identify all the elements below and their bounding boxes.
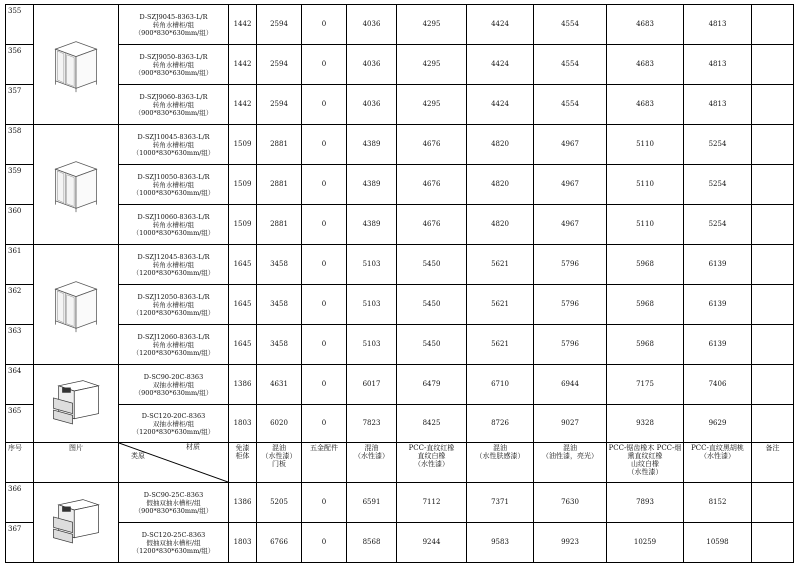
price-cell: 0	[302, 85, 347, 125]
model-description: D-SZJ10050-8363-L/R 转角水槽柜/组 （1000*830*630mm/组）	[119, 165, 229, 205]
price-cell: 2594	[257, 5, 302, 45]
header-col-9: PCC-直纹黑胡桃 （水性漆）	[684, 443, 752, 483]
price-cell: 4676	[397, 125, 467, 165]
row-number: 359	[6, 165, 34, 205]
header-col-4: 混油 （水性漆）	[347, 443, 397, 483]
price-cell: 7175	[607, 365, 684, 405]
row-number: 363	[6, 325, 34, 365]
price-cell: 5796	[534, 245, 607, 285]
model-description: D-SZJ9045-8363-L/R 转角水槽柜/组 （900*830*630mm/组）	[119, 5, 229, 45]
remark-cell	[752, 405, 794, 443]
row-number: 356	[6, 45, 34, 85]
remark-cell	[752, 45, 794, 85]
price-cell: 5621	[467, 325, 534, 365]
price-cell: 5450	[397, 325, 467, 365]
price-cell: 5254	[684, 125, 752, 165]
price-cell: 3458	[257, 285, 302, 325]
corner-cabinet-drawing	[48, 275, 104, 335]
price-cell: 4389	[347, 125, 397, 165]
header-col-7: 混油 （油性漆，亮光）	[534, 443, 607, 483]
price-cell: 3458	[257, 245, 302, 285]
price-cell: 2594	[257, 45, 302, 85]
price-cell: 5621	[467, 285, 534, 325]
corner-cabinet-drawing	[48, 155, 104, 215]
row-number: 355	[6, 5, 34, 45]
header-col-6: 混油 （水性肤感漆）	[467, 443, 534, 483]
table-row	[6, 245, 794, 285]
price-cell: 10598	[684, 523, 752, 563]
price-cell: 1442	[229, 5, 257, 45]
remark-cell	[752, 85, 794, 125]
drawer-cabinet-drawing	[50, 376, 102, 432]
price-cell: 4424	[467, 85, 534, 125]
price-cell: 1803	[229, 523, 257, 563]
header-col-3: 五金配件	[302, 443, 347, 483]
price-cell: 4967	[534, 205, 607, 245]
remark-cell	[752, 325, 794, 365]
price-cell: 1803	[229, 405, 257, 443]
price-cell: 10259	[607, 523, 684, 563]
price-cell: 1386	[229, 365, 257, 405]
row-number: 362	[6, 285, 34, 325]
price-cell: 4036	[347, 45, 397, 85]
row-number: 361	[6, 245, 34, 285]
table-row	[6, 205, 794, 245]
price-cell: 7823	[347, 405, 397, 443]
price-cell: 5110	[607, 205, 684, 245]
price-cell: 2881	[257, 125, 302, 165]
model-description: D-SZJ10045-8363-L/R 转角水槽柜/组 （1000*830*630mm/组）	[119, 125, 229, 165]
price-cell: 4424	[467, 45, 534, 85]
price-cell: 5621	[467, 245, 534, 285]
price-cell: 4295	[397, 45, 467, 85]
price-cell: 4813	[684, 45, 752, 85]
price-cell: 9629	[684, 405, 752, 443]
price-cell: 7371	[467, 483, 534, 523]
corner-sink-cabinet-icon	[34, 245, 119, 365]
header-col-1: 免漆 柜体	[229, 443, 257, 483]
price-cell: 9583	[467, 523, 534, 563]
remark-cell	[752, 483, 794, 523]
price-cell: 0	[302, 483, 347, 523]
price-cell: 1509	[229, 165, 257, 205]
price-cell: 4389	[347, 205, 397, 245]
table-row	[6, 325, 794, 365]
price-cell: 0	[302, 205, 347, 245]
price-cell: 1509	[229, 205, 257, 245]
row-number: 366	[6, 483, 34, 523]
price-table	[5, 4, 794, 563]
remark-cell	[752, 523, 794, 563]
price-cell: 4820	[467, 205, 534, 245]
price-cell: 7112	[397, 483, 467, 523]
price-cell: 4424	[467, 5, 534, 45]
price-cell: 5205	[257, 483, 302, 523]
price-cell: 5450	[397, 285, 467, 325]
header-material-category	[119, 443, 229, 483]
corner-sink-cabinet-icon	[34, 5, 119, 125]
price-cell: 1442	[229, 45, 257, 85]
price-cell: 4036	[347, 85, 397, 125]
header-row	[6, 443, 794, 483]
price-cell: 5796	[534, 325, 607, 365]
price-cell: 1386	[229, 483, 257, 523]
remark-cell	[752, 365, 794, 405]
price-cell: 1442	[229, 85, 257, 125]
price-cell: 8152	[684, 483, 752, 523]
price-cell: 4676	[397, 205, 467, 245]
price-cell: 7630	[534, 483, 607, 523]
price-cell: 4967	[534, 165, 607, 205]
price-cell: 9244	[397, 523, 467, 563]
price-cell: 5968	[607, 285, 684, 325]
price-cell: 4813	[684, 85, 752, 125]
price-cell: 7893	[607, 483, 684, 523]
price-cell: 0	[302, 165, 347, 205]
header-col-5: PCC-直纹红橡 直纹白橡 （水性漆）	[397, 443, 467, 483]
price-cell: 0	[302, 325, 347, 365]
price-cell: 1509	[229, 125, 257, 165]
price-cell: 4820	[467, 125, 534, 165]
price-cell: 4683	[607, 5, 684, 45]
price-cell: 1645	[229, 285, 257, 325]
model-description: D-SZJ12045-8363-L/R 转角水槽柜/组 （1200*830*630mm/组）	[119, 245, 229, 285]
price-cell: 0	[302, 245, 347, 285]
table-row	[6, 523, 794, 563]
price-cell: 9027	[534, 405, 607, 443]
model-description: D-SC120-20C-8363 双抽水槽柜/组 （1200*830*630mm/组）	[119, 405, 229, 443]
price-cell: 6944	[534, 365, 607, 405]
table-row	[6, 85, 794, 125]
row-number: 358	[6, 125, 34, 165]
price-cell: 6017	[347, 365, 397, 405]
price-cell: 5103	[347, 285, 397, 325]
price-cell: 8568	[347, 523, 397, 563]
header-col-8: PCC-锯齿橡木 PCC-烟 熏直纹红橡 山纹白橡 （水性漆）	[607, 443, 684, 483]
price-cell: 8425	[397, 405, 467, 443]
price-cell: 5968	[607, 245, 684, 285]
price-cell: 4389	[347, 165, 397, 205]
model-description: D-SC120-25C-8363 假抽双抽水槽柜/组 （1200*830*630mm/组）	[119, 523, 229, 563]
model-description: D-SZJ9060-8363-L/R 转角水槽柜/组 （900*830*630mm/组）	[119, 85, 229, 125]
price-cell: 2594	[257, 85, 302, 125]
price-cell: 4631	[257, 365, 302, 405]
price-cell: 5254	[684, 205, 752, 245]
price-cell: 4683	[607, 85, 684, 125]
remark-cell	[752, 165, 794, 205]
price-cell: 5103	[347, 245, 397, 285]
price-cell: 4676	[397, 165, 467, 205]
price-cell: 4813	[684, 5, 752, 45]
table-row	[6, 405, 794, 443]
model-description: D-SZJ9050-8363-L/R 转角水槽柜/组 （900*830*630mm/组）	[119, 45, 229, 85]
row-number: 364	[6, 365, 34, 405]
price-cell: 5968	[607, 325, 684, 365]
price-cell: 6020	[257, 405, 302, 443]
price-cell: 9923	[534, 523, 607, 563]
price-cell: 6591	[347, 483, 397, 523]
price-cell: 6479	[397, 365, 467, 405]
price-cell: 6139	[684, 245, 752, 285]
price-cell: 6766	[257, 523, 302, 563]
drawer-sink-cabinet-icon	[34, 365, 119, 443]
price-cell: 5103	[347, 325, 397, 365]
price-cell: 0	[302, 365, 347, 405]
price-cell: 3458	[257, 325, 302, 365]
remark-cell	[752, 245, 794, 285]
drawer-cabinet-drawing	[50, 495, 102, 551]
row-number: 367	[6, 523, 34, 563]
price-cell: 1645	[229, 325, 257, 365]
price-cell: 4036	[347, 5, 397, 45]
price-cell: 8726	[467, 405, 534, 443]
header-no: 序号	[6, 443, 34, 483]
price-cell: 2881	[257, 205, 302, 245]
header-col-10: 备注	[752, 443, 794, 483]
row-number: 357	[6, 85, 34, 125]
price-cell: 0	[302, 405, 347, 443]
model-description: D-SZJ10060-8363-L/R 转角水槽柜/组 （1000*830*630mm/组）	[119, 205, 229, 245]
table-row	[6, 125, 794, 165]
price-cell: 5796	[534, 285, 607, 325]
remark-cell	[752, 125, 794, 165]
table-row	[6, 285, 794, 325]
price-cell: 6139	[684, 285, 752, 325]
price-cell: 4295	[397, 85, 467, 125]
price-cell: 4683	[607, 45, 684, 85]
header-category: 类原	[131, 452, 145, 460]
drawer-sink-cabinet-icon	[34, 483, 119, 563]
table-row	[6, 365, 794, 405]
row-number: 360	[6, 205, 34, 245]
table-row	[6, 483, 794, 523]
price-cell: 4967	[534, 125, 607, 165]
model-description: D-SZJ12060-8363-L/R 转角水槽柜/组 （1200*830*630mm/组）	[119, 325, 229, 365]
table-row	[6, 45, 794, 85]
remark-cell	[752, 205, 794, 245]
row-number: 365	[6, 405, 34, 443]
price-cell: 5110	[607, 165, 684, 205]
table-row	[6, 165, 794, 205]
remark-cell	[752, 285, 794, 325]
table-row	[6, 5, 794, 45]
price-cell: 0	[302, 285, 347, 325]
price-cell: 0	[302, 523, 347, 563]
price-cell: 0	[302, 45, 347, 85]
corner-sink-cabinet-icon	[34, 125, 119, 245]
header-picture: 图片	[34, 443, 119, 483]
corner-cabinet-drawing	[48, 35, 104, 95]
price-cell: 4554	[534, 45, 607, 85]
header-col-2: 混油 （水性漆） 门板	[257, 443, 302, 483]
price-cell: 1645	[229, 245, 257, 285]
price-cell: 5254	[684, 165, 752, 205]
price-cell: 5110	[607, 125, 684, 165]
remark-cell	[752, 5, 794, 45]
model-description: D-SZJ12050-8363-L/R 转角水槽柜/组 （1200*830*630mm/组）	[119, 285, 229, 325]
price-cell: 9328	[607, 405, 684, 443]
price-cell: 6710	[467, 365, 534, 405]
price-cell: 5450	[397, 245, 467, 285]
price-cell: 4554	[534, 5, 607, 45]
model-description: D-SC90-20C-8363 双抽水槽柜/组 （900*830*630mm/组）	[119, 365, 229, 405]
price-cell: 4295	[397, 5, 467, 45]
price-cell: 7406	[684, 365, 752, 405]
model-description: D-SC90-25C-8363 假抽双抽水槽柜/组 （900*830*630mm/组）	[119, 483, 229, 523]
price-cell: 0	[302, 5, 347, 45]
price-cell: 0	[302, 125, 347, 165]
price-cell: 6139	[684, 325, 752, 365]
price-cell: 2881	[257, 165, 302, 205]
diagonal-line	[119, 443, 228, 482]
price-cell: 4820	[467, 165, 534, 205]
price-cell: 4554	[534, 85, 607, 125]
header-material: 材质	[186, 443, 200, 451]
